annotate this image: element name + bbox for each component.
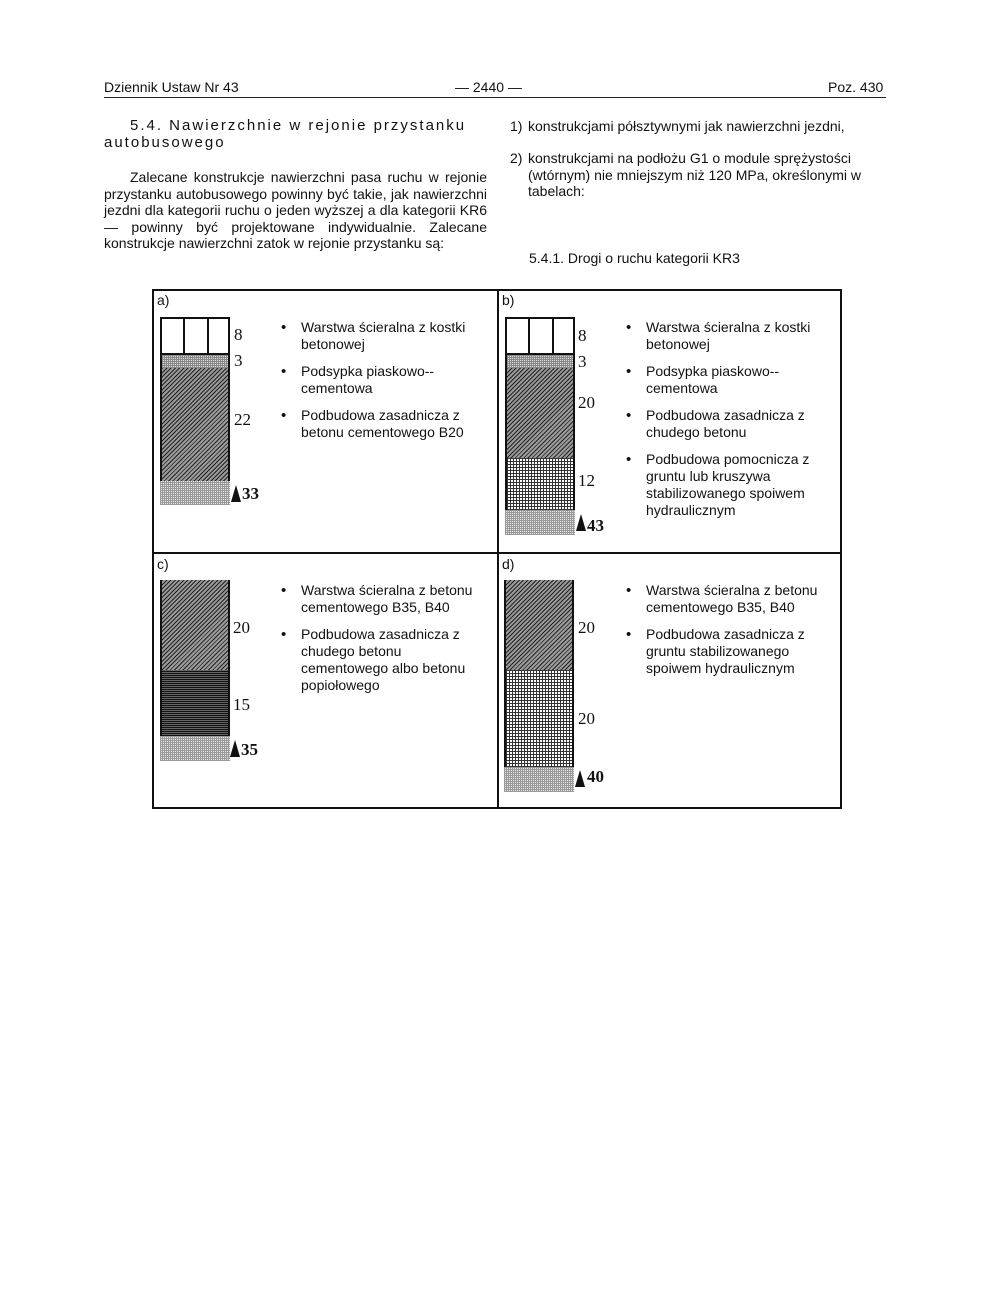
subbase-layer	[507, 458, 573, 510]
layer-thickness: 8	[578, 326, 587, 345]
panel-a-label: a)	[157, 292, 170, 308]
panel-d-legend	[626, 582, 836, 687]
header-page-number: — 2440 —	[455, 79, 522, 95]
list-item-1: 1) konstrukcjami półsztywnymi jak nawierzchni jezdni,	[510, 118, 845, 134]
panel-b-layer-column	[505, 317, 575, 510]
header-position: Poz. 430	[828, 79, 884, 95]
legend-item: • Podsypka piaskowo--cementowa	[626, 363, 836, 397]
legend-item: • Podbudowa zasadnicza z betonu cementowego B20	[281, 407, 486, 441]
sand-cement-layer	[162, 355, 228, 368]
base-layer	[162, 368, 228, 481]
legend-item: • Warstwa ścieralna z kostki betonowej	[626, 319, 836, 353]
panel-d-layer-column	[504, 580, 574, 767]
legend-item: • Podbudowa zasadnicza z gruntu stabilizowanego spoiwem hydraulicznym	[626, 626, 836, 677]
total-marker-icon	[231, 485, 241, 502]
panel-a-legend	[281, 319, 486, 451]
total-thickness: 43	[587, 516, 604, 535]
concrete-block-layer	[162, 317, 228, 355]
section-paragraph: Zalecane konstrukcje nawierzchni pasa ruchu w rejonie przystanku autobusowego powinny być takie, jak nawierzchni jezdni dla kategorii ruchu o jeden wyższej a dla kategorii KR6 — powinny być projektowane indywidualnie. Zalecane konstrukcje nawierzchni zatok w rejonie przystanku są:	[104, 169, 487, 251]
header-rule	[104, 97, 886, 98]
layer-thickness: 22	[234, 410, 251, 429]
panel-a-layer-column	[160, 317, 230, 481]
base-layer	[507, 368, 573, 458]
panel-b-label: b)	[502, 292, 515, 308]
layer-thickness: 3	[234, 351, 243, 370]
total-marker-icon	[230, 740, 240, 757]
total-thickness: 35	[241, 740, 258, 759]
panel-d-label: d)	[502, 556, 515, 572]
surface-concrete-layer	[506, 580, 572, 670]
figure-vertical-divider	[497, 289, 499, 809]
layer-thickness: 3	[578, 352, 587, 371]
base-layer	[506, 670, 572, 767]
figure-horizontal-divider	[152, 552, 842, 554]
subgrade	[505, 510, 575, 535]
surface-concrete-layer	[162, 580, 228, 670]
panel-c-label: c)	[157, 556, 169, 572]
legend-item: • Warstwa ścieralna z betonu cementowego B35, B40	[281, 582, 491, 616]
layer-thickness: 20	[578, 618, 595, 637]
total-marker-icon	[576, 514, 586, 531]
total-thickness: 33	[242, 484, 259, 503]
layer-thickness: 15	[233, 695, 250, 714]
layer-thickness: 20	[578, 393, 595, 412]
concrete-block-layer	[507, 317, 573, 355]
header-journal: Dziennik Ustaw Nr 43	[104, 79, 239, 95]
legend-item: • Warstwa ścieralna z kostki betonowej	[281, 319, 486, 353]
panel-c-layer-column	[160, 580, 230, 736]
total-thickness: 40	[587, 767, 604, 786]
panel-b-legend	[626, 319, 836, 529]
list-item-2: 2) konstrukcjami na podłożu G1 o module sprężystości (wtórnym) nie mniejszym niż 120 MPa, określonymi w tabelach:	[510, 150, 861, 199]
base-layer	[162, 670, 228, 736]
section-title: 5.4. Nawierzchnie w rejonie przystanku autobusowego	[104, 117, 467, 151]
subsection-title: 5.4.1. Drogi o ruchu kategorii KR3	[529, 250, 740, 266]
subgrade	[160, 736, 230, 761]
layer-thickness: 8	[234, 325, 243, 344]
layer-thickness: 20	[233, 618, 250, 637]
legend-item: • Warstwa ścieralna z betonu cementowego B35, B40	[626, 582, 836, 616]
sand-cement-layer	[507, 355, 573, 368]
legend-item: • Podsypka piaskowo--cementowa	[281, 363, 486, 397]
subgrade	[504, 767, 574, 792]
legend-item: • Podbudowa zasadnicza z chudego betonu cementowego albo betonu popiołowego	[281, 626, 491, 694]
subgrade	[160, 481, 230, 505]
total-marker-icon	[575, 770, 585, 787]
layer-thickness: 12	[578, 471, 595, 490]
legend-item: • Podbudowa zasadnicza z chudego betonu	[626, 407, 836, 441]
panel-c-legend	[281, 582, 491, 704]
layer-thickness: 20	[578, 709, 595, 728]
legend-item: • Podbudowa pomocnicza z gruntu lub kruszywa stabilizowanego spoiwem hydraulicznym	[626, 451, 836, 519]
